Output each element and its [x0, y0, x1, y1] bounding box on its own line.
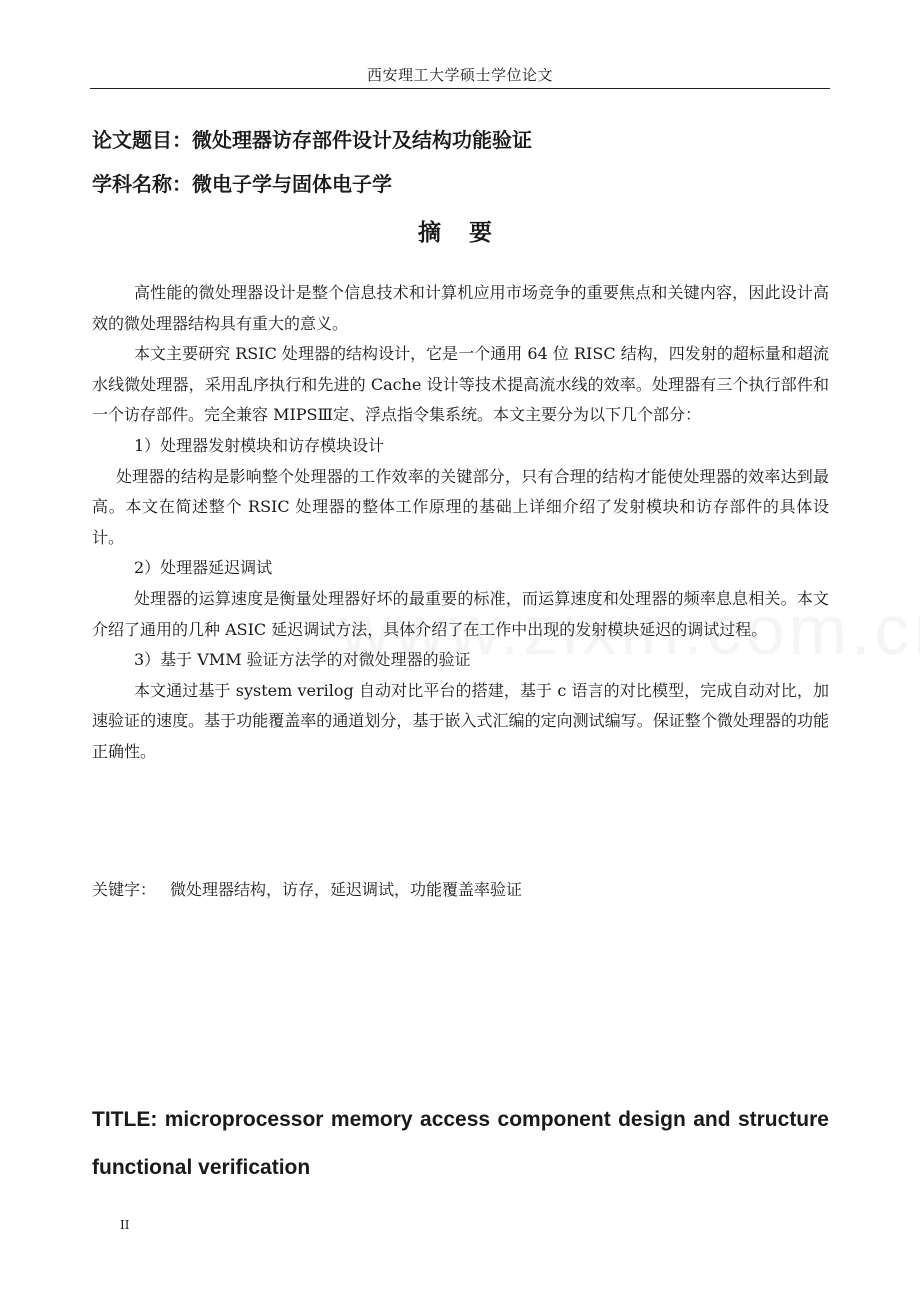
- keywords-line: [92, 877, 522, 900]
- abstract-body: [92, 278, 829, 768]
- header-rule: [90, 88, 830, 89]
- keywords-label: 关键字：: [92, 880, 157, 899]
- abstract-heading: 摘 要: [417, 219, 502, 246]
- section-heading: 3）基于 VMM 验证方法学的对微处理器的验证: [134, 650, 471, 670]
- english-title: TITLE: microprocessor memory access component design and structure functional verification: [92, 1108, 829, 1179]
- section-heading: 1）处理器发射模块和访存模块设计: [134, 435, 385, 455]
- thesis-title: 论文题目：微处理器访存部件设计及结构功能验证: [92, 128, 532, 152]
- page-number: II: [120, 1218, 130, 1232]
- discipline-name: 学科名称：微电子学与固体电子学: [92, 172, 392, 196]
- section-heading: 2）处理器延迟调试: [134, 558, 273, 578]
- abstract-paragraph: 本文主要研究 RSIC 处理器的结构设计，它是一个通用 64 位 RISC 结构，四发射的超标量和超流水线微处理器，采用乱序执行和先进的 Cache 设计等技术提高流水线的效率。处理器有三个执行部件和一个访存部件。完全兼容 MIPSⅢ定、浮点指令集系统。本文主要分为以下几个部分：: [92, 344, 829, 425]
- abstract-paragraph: 高性能的微处理器设计是整个信息技术和计算机应用市场竞争的重要焦点和关键内容，因此设计高效的微处理器结构具有重大的意义。: [92, 283, 829, 333]
- abstract-paragraph: 本文通过基于 system verilog 自动对比平台的搭建，基于 c 语言的对比模型，完成自动对比，加速验证的速度。基于功能覆盖率的通道划分，基于嵌入式汇编的定向测试编写。保证整个微处理器的功能正确性。: [92, 680, 829, 761]
- abstract-paragraph: 处理器的结构是影响整个处理器的工作效率的关键部分，只有合理的结构才能使处理器的效率达到最高。本文在简述整个 RSIC 处理器的整体工作原理的基础上详细介绍了发射模块和访存部件的具体设计。: [92, 466, 829, 547]
- keywords-list: 微处理器结构，访存，延迟调试，功能覆盖率验证: [170, 880, 523, 899]
- running-header: 西安理工大学硕士学位论文: [366, 66, 553, 84]
- abstract-paragraph: 处理器的运算速度是衡量处理器好坏的最重要的标准，而运算速度和处理器的频率息息相关。本文介绍了通用的几种 ASIC 延迟调试方法，具体介绍了在工作中出现的发射模块延迟的调试过程。: [92, 588, 829, 639]
